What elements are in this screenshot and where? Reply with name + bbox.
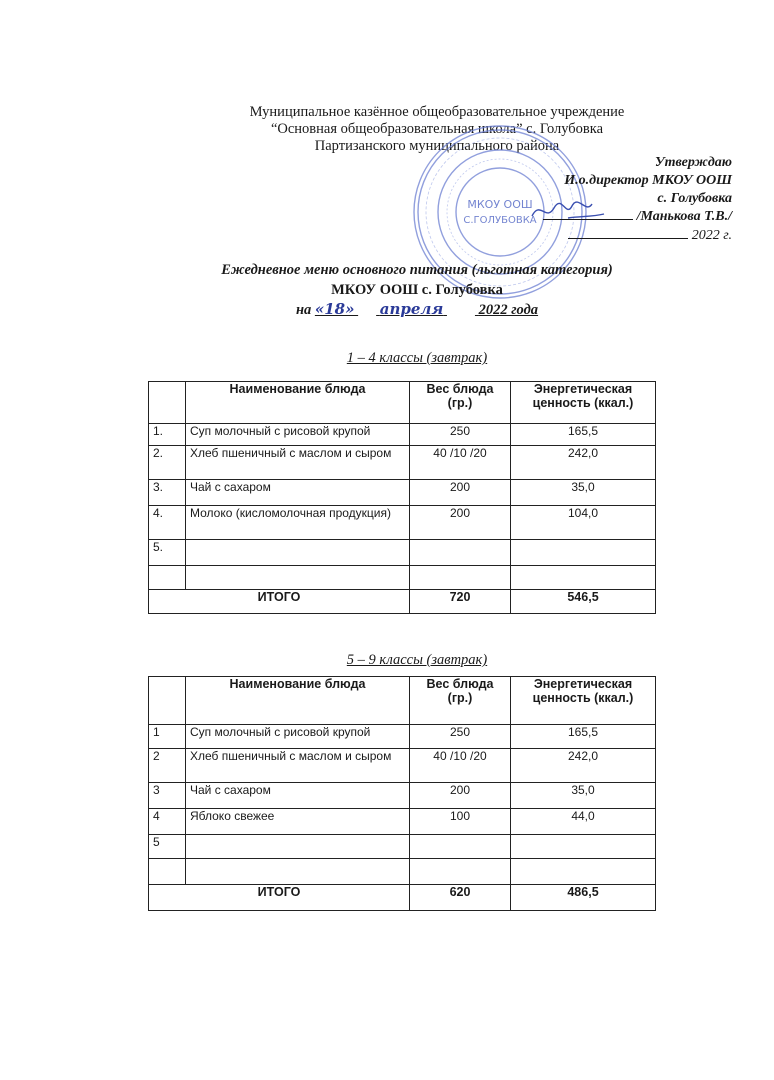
table-row — [149, 749, 656, 783]
menu-title: Ежедневное меню основного питания (льготная категория) — [221, 262, 613, 278]
row-weight: 40 /10 /20 — [410, 749, 511, 783]
table-row — [149, 446, 656, 480]
date-prefix: на — [295, 302, 312, 318]
row-weight — [410, 540, 511, 566]
approval-line2: И.о.директор МКОУ ООШ — [564, 173, 732, 188]
stamp-center-line1: МКОУ ООШ — [467, 198, 533, 211]
row-name — [186, 540, 410, 566]
row-name — [186, 566, 410, 590]
table-header — [149, 677, 656, 725]
total-label: ИТОГО — [149, 885, 410, 911]
row-num: 5 — [149, 835, 186, 859]
row-name: Чай с сахаром — [186, 480, 410, 506]
table-row — [149, 424, 656, 446]
row-energy: 165,5 — [511, 424, 656, 446]
table-row — [149, 540, 656, 566]
row-weight: 40 /10 /20 — [410, 446, 511, 480]
total-energy: 486,5 — [511, 885, 656, 911]
table-row — [149, 725, 656, 749]
row-weight — [410, 859, 511, 885]
row-name: Яблоко свежее — [186, 809, 410, 835]
menu-table-5-9 — [148, 676, 656, 911]
row-num: 2 — [149, 749, 186, 783]
org-name-line2: “Основная общеобразовательная школа” с. Голубовка — [270, 121, 604, 137]
row-name: Молоко (кисломолочная продукция) — [186, 506, 410, 540]
total-row — [149, 885, 656, 911]
row-name — [186, 859, 410, 885]
row-energy: 165,5 — [511, 725, 656, 749]
row-energy: 104,0 — [511, 506, 656, 540]
org-name-line1: Муниципальное казённое общеобразовательное учреждение — [249, 104, 625, 120]
stamp-center-line2: С.ГОЛУБОВКА — [463, 215, 537, 226]
row-energy: 242,0 — [511, 446, 656, 480]
row-num: 4 — [149, 809, 186, 835]
approver-name: /Манькова Т.В./ — [636, 209, 732, 224]
row-weight: 250 — [410, 725, 511, 749]
row-num — [149, 859, 186, 885]
row-num: 1. — [149, 424, 186, 446]
section-title-1-4: 1 – 4 классы (завтрак) — [346, 350, 488, 366]
table-row — [149, 480, 656, 506]
approval-date — [568, 227, 732, 245]
row-weight: 250 — [410, 424, 511, 446]
approval-line3: с. Голубовка — [657, 191, 732, 206]
row-energy: 35,0 — [511, 783, 656, 809]
total-weight: 620 — [410, 885, 511, 911]
table-row — [149, 566, 656, 590]
header-name: Наименование блюда — [186, 382, 410, 424]
header-energy: Энергетическая ценность (ккал.) — [511, 382, 656, 424]
row-num: 1 — [149, 725, 186, 749]
row-weight: 200 — [410, 783, 511, 809]
row-energy: 44,0 — [511, 809, 656, 835]
approval-year: 2022 г. — [691, 228, 732, 243]
row-weight — [410, 566, 511, 590]
header-num — [149, 382, 186, 424]
row-num — [149, 566, 186, 590]
date-suffix: 2022 года — [478, 302, 539, 318]
table-row — [149, 809, 656, 835]
total-energy: 546,5 — [511, 590, 656, 614]
row-energy: 35,0 — [511, 480, 656, 506]
row-energy — [511, 859, 656, 885]
row-energy — [511, 566, 656, 590]
row-num: 3 — [149, 783, 186, 809]
row-weight: 100 — [410, 809, 511, 835]
row-energy — [511, 835, 656, 859]
row-weight: 200 — [410, 480, 511, 506]
row-name — [186, 835, 410, 859]
row-num: 3. — [149, 480, 186, 506]
signature — [528, 196, 608, 226]
row-energy: 242,0 — [511, 749, 656, 783]
row-weight — [410, 835, 511, 859]
row-name: Суп молочный с рисовой крупой — [186, 725, 410, 749]
section-title-5-9: 5 – 9 классы (завтрак) — [346, 652, 488, 668]
school-name: МКОУ ООШ с. Голубовка — [331, 282, 503, 298]
header-name: Наименование блюда — [186, 677, 410, 725]
table-row — [149, 835, 656, 859]
row-name: Чай с сахаром — [186, 783, 410, 809]
row-name: Суп молочный с рисовой крупой — [186, 424, 410, 446]
row-weight: 200 — [410, 506, 511, 540]
date-month: апреля — [379, 300, 444, 318]
row-name: Хлеб пшеничный с маслом и сыром — [186, 446, 410, 480]
total-row — [149, 590, 656, 614]
table-header — [149, 382, 656, 424]
row-name: Хлеб пшеничный с маслом и сыром — [186, 749, 410, 783]
total-label: ИТОГО — [149, 590, 410, 614]
header-energy: Энергетическая ценность (ккал.) — [511, 677, 656, 725]
row-energy — [511, 540, 656, 566]
header-weight: Вес блюда (гр.) — [410, 677, 511, 725]
row-num: 2. — [149, 446, 186, 480]
date-line — [315, 302, 538, 318]
header-num — [149, 677, 186, 725]
table-row — [149, 506, 656, 540]
approval-line1: Утверждаю — [654, 155, 732, 170]
org-name-line3: Партизанского муниципального района — [314, 138, 560, 154]
row-num: 5. — [149, 540, 186, 566]
menu-date — [30, 300, 774, 319]
total-weight: 720 — [410, 590, 511, 614]
date-day: «18» — [314, 300, 355, 318]
row-num: 4. — [149, 506, 186, 540]
header-weight: Вес блюда (гр.) — [410, 382, 511, 424]
table-row — [149, 859, 656, 885]
table-row — [149, 783, 656, 809]
menu-table-1-4 — [148, 381, 656, 614]
